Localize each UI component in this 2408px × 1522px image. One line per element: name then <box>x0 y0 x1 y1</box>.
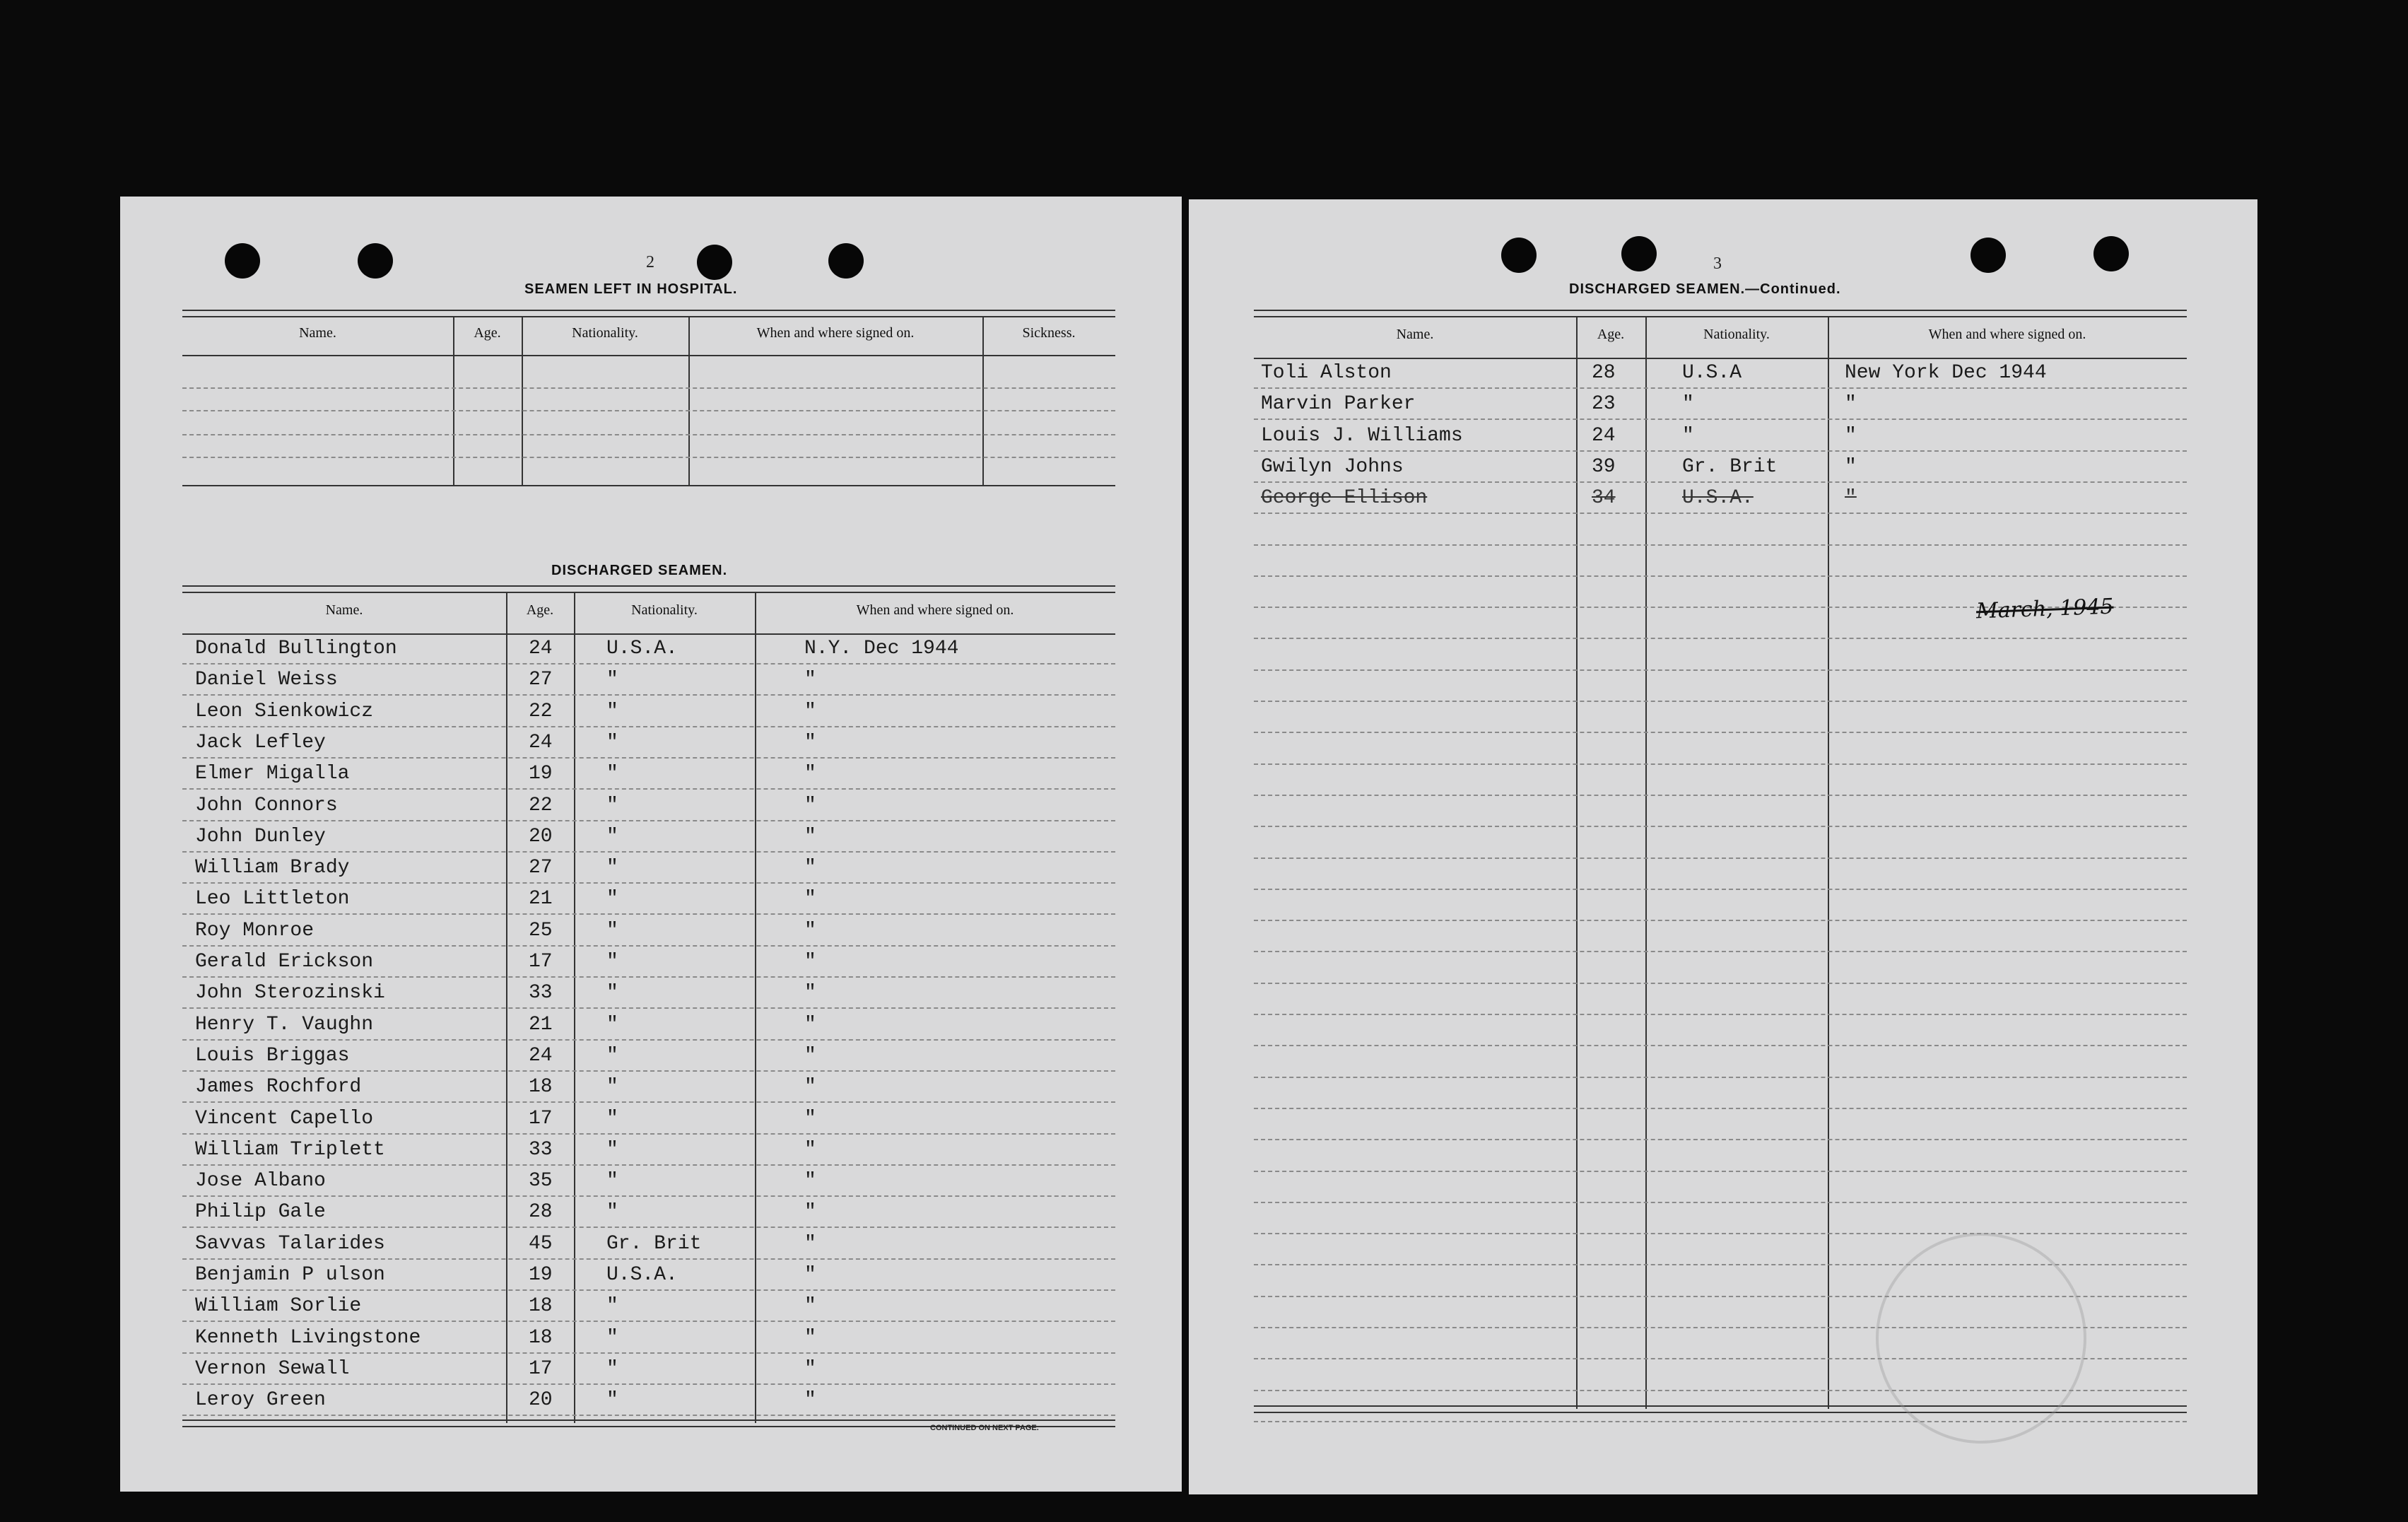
cell-name: John Connors <box>195 794 338 816</box>
cell-name: Leo Littleton <box>195 888 350 911</box>
cell-signed-on: " <box>1845 487 1857 510</box>
row-rule <box>1254 920 2187 921</box>
row-rule <box>1254 1202 2187 1203</box>
row-rule <box>1254 795 2187 796</box>
row-rule <box>182 1227 1115 1228</box>
cell-signed-on: " <box>804 951 816 973</box>
cell-age: 33 <box>529 982 553 1005</box>
row-rule <box>1254 1233 2187 1234</box>
row-rule <box>182 1383 1115 1385</box>
col-header-age: Age. <box>474 325 501 341</box>
row-rule <box>182 1007 1115 1009</box>
col-header-name: Name. <box>325 602 363 618</box>
cell-name: Louis Briggas <box>195 1044 350 1067</box>
row-rule <box>1254 951 2187 952</box>
cell-name: Vernon Sewall <box>195 1357 350 1380</box>
col-header-name: Name. <box>1396 327 1434 342</box>
cell-signed-on: " <box>804 1107 816 1130</box>
cell-age: 17 <box>529 1357 553 1380</box>
punch-hole <box>1971 238 2006 273</box>
col-header-nationality: Nationality. <box>631 602 698 618</box>
cell-signed-on: " <box>804 1357 816 1380</box>
row-rule <box>1254 983 2187 984</box>
col-header-nationality: Nationality. <box>572 325 638 341</box>
cell-name: John Sterozinski <box>195 982 385 1005</box>
discharged-section-title: DISCHARGED SEAMEN. <box>551 563 728 578</box>
cell-signed-on: " <box>804 982 816 1005</box>
cell-signed-on: " <box>804 1044 816 1067</box>
cell-name: Vincent Capello <box>195 1107 374 1130</box>
cell-nationality: " <box>1682 393 1694 416</box>
cell-age: 45 <box>529 1232 553 1255</box>
cell-name: Benjamin P ulson <box>195 1264 385 1286</box>
row-rule <box>1254 544 2187 546</box>
punch-hole <box>358 243 393 279</box>
row-rule <box>1254 575 2187 577</box>
cell-nationality: U.S.A. <box>1682 487 1754 510</box>
handwritten-note: March, 1945 <box>1975 594 2115 624</box>
cell-nationality: " <box>606 1389 618 1412</box>
cell-name: Donald Bullington <box>195 638 397 660</box>
cell-nationality: " <box>606 825 618 848</box>
cell-age: 28 <box>529 1201 553 1224</box>
row-rule <box>182 1415 1115 1416</box>
cell-signed-on: " <box>804 669 816 691</box>
cell-nationality: Gr. Brit <box>1682 455 1778 478</box>
cell-age: 23 <box>1592 393 1616 416</box>
row-rule <box>1254 638 2187 639</box>
cell-name: Gerald Erickson <box>195 951 374 973</box>
cell-name: Jose Albano <box>195 1170 326 1193</box>
cell-signed-on: " <box>804 1264 816 1286</box>
cell-age: 22 <box>529 700 553 722</box>
page-number: 2 <box>646 253 654 271</box>
row-rule <box>1254 1421 2187 1422</box>
cell-name: Kenneth Livingstone <box>195 1326 421 1349</box>
col-header-sickness: Sickness. <box>1022 325 1076 341</box>
row-rule <box>182 976 1115 978</box>
row-rule <box>1254 732 2187 733</box>
cell-nationality: " <box>606 1295 618 1318</box>
row-rule <box>182 694 1115 696</box>
row-rule <box>182 945 1115 947</box>
row-rule <box>1254 387 2187 389</box>
cell-name: Leroy Green <box>195 1389 326 1412</box>
cell-nationality: " <box>606 1326 618 1349</box>
cell-nationality: " <box>606 1138 618 1161</box>
cell-nationality: " <box>606 669 618 691</box>
row-rule <box>1254 1014 2187 1015</box>
cell-signed-on: " <box>804 1076 816 1099</box>
row-rule <box>182 1164 1115 1166</box>
punch-hole <box>1501 238 1537 273</box>
cell-nationality: " <box>606 1076 618 1099</box>
cell-name: Elmer Migalla <box>195 763 350 785</box>
discharged-table <box>182 585 1115 1427</box>
cell-age: 24 <box>1592 424 1616 447</box>
cell-nationality: U.S.A <box>1682 362 1742 384</box>
row-rule <box>182 1195 1115 1197</box>
col-header-signed-on: When and where signed on. <box>756 325 915 341</box>
cell-name: Philip Gale <box>195 1201 326 1224</box>
row-rule <box>1254 418 2187 420</box>
cell-signed-on: " <box>804 731 816 754</box>
cell-age: 27 <box>529 857 553 879</box>
cell-nationality: " <box>606 1201 618 1224</box>
col-header-signed-on: When and where signed on. <box>1928 327 2086 342</box>
row-rule <box>1254 826 2187 827</box>
cell-age: 25 <box>529 919 553 942</box>
row-rule <box>182 1258 1115 1260</box>
cell-signed-on: " <box>804 1232 816 1255</box>
cell-signed-on: " <box>804 763 816 785</box>
row-rule <box>182 726 1115 727</box>
row-rule <box>182 851 1115 853</box>
cell-signed-on: " <box>1845 455 1857 478</box>
discharged-continued-table <box>1254 310 2187 1412</box>
cell-age: 27 <box>529 669 553 691</box>
cell-nationality: U.S.A. <box>606 1264 678 1286</box>
cell-age: 18 <box>529 1076 553 1099</box>
row-rule <box>1254 889 2187 890</box>
cell-name: John Dunley <box>195 825 326 848</box>
page-number: 3 <box>1713 254 1722 273</box>
cell-nationality: " <box>606 1357 618 1380</box>
cell-signed-on: " <box>804 919 816 942</box>
row-rule <box>1254 1139 2187 1140</box>
cell-age: 18 <box>529 1295 553 1318</box>
cell-age: 28 <box>1592 362 1616 384</box>
row-rule <box>1254 1077 2187 1078</box>
cell-signed-on: " <box>804 1201 816 1224</box>
cell-name: Daniel Weiss <box>195 669 338 691</box>
cell-age: 21 <box>529 1013 553 1036</box>
cell-signed-on: " <box>804 888 816 911</box>
row-rule <box>1254 513 2187 514</box>
row-rule <box>182 1321 1115 1322</box>
cell-age: 20 <box>529 1389 553 1412</box>
col-header-age: Age. <box>1597 327 1625 342</box>
punch-hole <box>697 245 732 280</box>
cell-age: 39 <box>1592 455 1616 478</box>
cell-age: 35 <box>529 1170 553 1193</box>
row-rule <box>1254 1108 2187 1109</box>
cell-age: 24 <box>529 731 553 754</box>
row-rule <box>182 882 1115 884</box>
row-rule <box>182 820 1115 821</box>
cell-name: Jack Lefley <box>195 731 326 754</box>
right-page <box>1189 199 2257 1494</box>
cell-signed-on: " <box>804 1013 816 1036</box>
cell-signed-on: " <box>804 1170 816 1193</box>
row-rule <box>1254 481 2187 483</box>
row-rule <box>1254 763 2187 765</box>
cell-name: Savvas Talarides <box>195 1232 385 1255</box>
row-rule <box>182 913 1115 915</box>
cell-age: 17 <box>529 1107 553 1130</box>
row-rule <box>1254 701 2187 702</box>
row-rule <box>182 663 1115 665</box>
cell-age: 34 <box>1592 487 1616 510</box>
cell-age: 18 <box>529 1326 553 1349</box>
row-rule <box>1254 1045 2187 1046</box>
row-rule <box>182 1352 1115 1354</box>
cell-signed-on: New York Dec 1944 <box>1845 362 2047 384</box>
punch-hole <box>2093 236 2129 271</box>
cell-name: Leon Sienkowicz <box>195 700 374 722</box>
row-rule <box>182 1039 1115 1041</box>
row-rule <box>182 1289 1115 1291</box>
cell-nationality: " <box>606 919 618 942</box>
punch-hole <box>828 243 864 279</box>
row-rule <box>182 1133 1115 1135</box>
col-header-age: Age. <box>526 602 554 618</box>
hospital-section-title: SEAMEN LEFT IN HOSPITAL. <box>524 281 738 297</box>
cell-nationality: Gr. Brit <box>606 1232 702 1255</box>
cell-age: 24 <box>529 638 553 660</box>
cell-signed-on: " <box>804 1389 816 1412</box>
cell-signed-on: " <box>804 794 816 816</box>
cell-name: Roy Monroe <box>195 919 315 942</box>
cell-age: 22 <box>529 794 553 816</box>
cell-name: Marvin Parker <box>1261 393 1416 416</box>
cell-nationality: " <box>606 1044 618 1067</box>
cell-name: William Brady <box>195 857 350 879</box>
cell-nationality: " <box>606 794 618 816</box>
cell-signed-on: " <box>804 700 816 722</box>
row-rule <box>182 1070 1115 1072</box>
row-rule <box>1254 857 2187 859</box>
row-rule <box>1254 669 2187 671</box>
col-header-nationality: Nationality. <box>1703 327 1770 342</box>
left-page <box>120 197 1182 1492</box>
punch-hole <box>1621 236 1657 271</box>
cell-signed-on: " <box>804 1326 816 1349</box>
col-header-name: Name. <box>299 325 336 341</box>
cell-signed-on: " <box>804 825 816 848</box>
cell-signed-on: " <box>1845 424 1857 447</box>
cell-name: Gwilyn Johns <box>1261 455 1404 478</box>
cell-name: Louis J. Williams <box>1261 424 1463 447</box>
cell-signed-on: N.Y. Dec 1944 <box>804 638 959 660</box>
cell-nationality: " <box>606 763 618 785</box>
row-rule <box>182 757 1115 759</box>
cell-nationality: " <box>606 982 618 1005</box>
cell-nationality: " <box>606 1107 618 1130</box>
cell-signed-on: " <box>804 857 816 879</box>
row-rule <box>182 1101 1115 1103</box>
punch-hole <box>225 243 260 279</box>
cell-nationality: " <box>606 1170 618 1193</box>
cell-signed-on: " <box>804 1295 816 1318</box>
cell-nationality: U.S.A. <box>606 638 678 660</box>
cell-name: William Triplett <box>195 1138 385 1161</box>
faded-stamp <box>1876 1233 2086 1444</box>
cell-age: 20 <box>529 825 553 848</box>
cell-age: 19 <box>529 1264 553 1286</box>
cell-nationality: " <box>606 731 618 754</box>
cell-name: Toli Alston <box>1261 362 1392 384</box>
row-rule <box>182 788 1115 790</box>
discharged-continued-title: DISCHARGED SEAMEN.—Continued. <box>1569 281 1841 297</box>
cell-age: 17 <box>529 951 553 973</box>
cell-nationality: " <box>606 1013 618 1036</box>
cell-nationality: " <box>606 857 618 879</box>
row-rule <box>1254 1171 2187 1172</box>
cell-nationality: " <box>606 888 618 911</box>
row-rule <box>1254 450 2187 452</box>
col-header-signed-on: When and where signed on. <box>856 602 1014 618</box>
cell-nationality: " <box>606 951 618 973</box>
cell-name: George Ellison <box>1261 487 1428 510</box>
cell-age: 24 <box>529 1044 553 1067</box>
cell-signed-on: " <box>804 1138 816 1161</box>
cell-nationality: " <box>606 700 618 722</box>
continued-note: CONTINUED ON NEXT PAGE. <box>930 1424 1039 1432</box>
cell-nationality: " <box>1682 424 1694 447</box>
cell-name: James Rochford <box>195 1076 362 1099</box>
cell-name: Henry T. Vaughn <box>195 1013 374 1036</box>
cell-signed-on: " <box>1845 393 1857 416</box>
cell-name: William Sorlie <box>195 1295 362 1318</box>
cell-age: 19 <box>529 763 553 785</box>
cell-age: 33 <box>529 1138 553 1161</box>
hospital-table <box>182 310 1115 488</box>
cell-age: 21 <box>529 888 553 911</box>
